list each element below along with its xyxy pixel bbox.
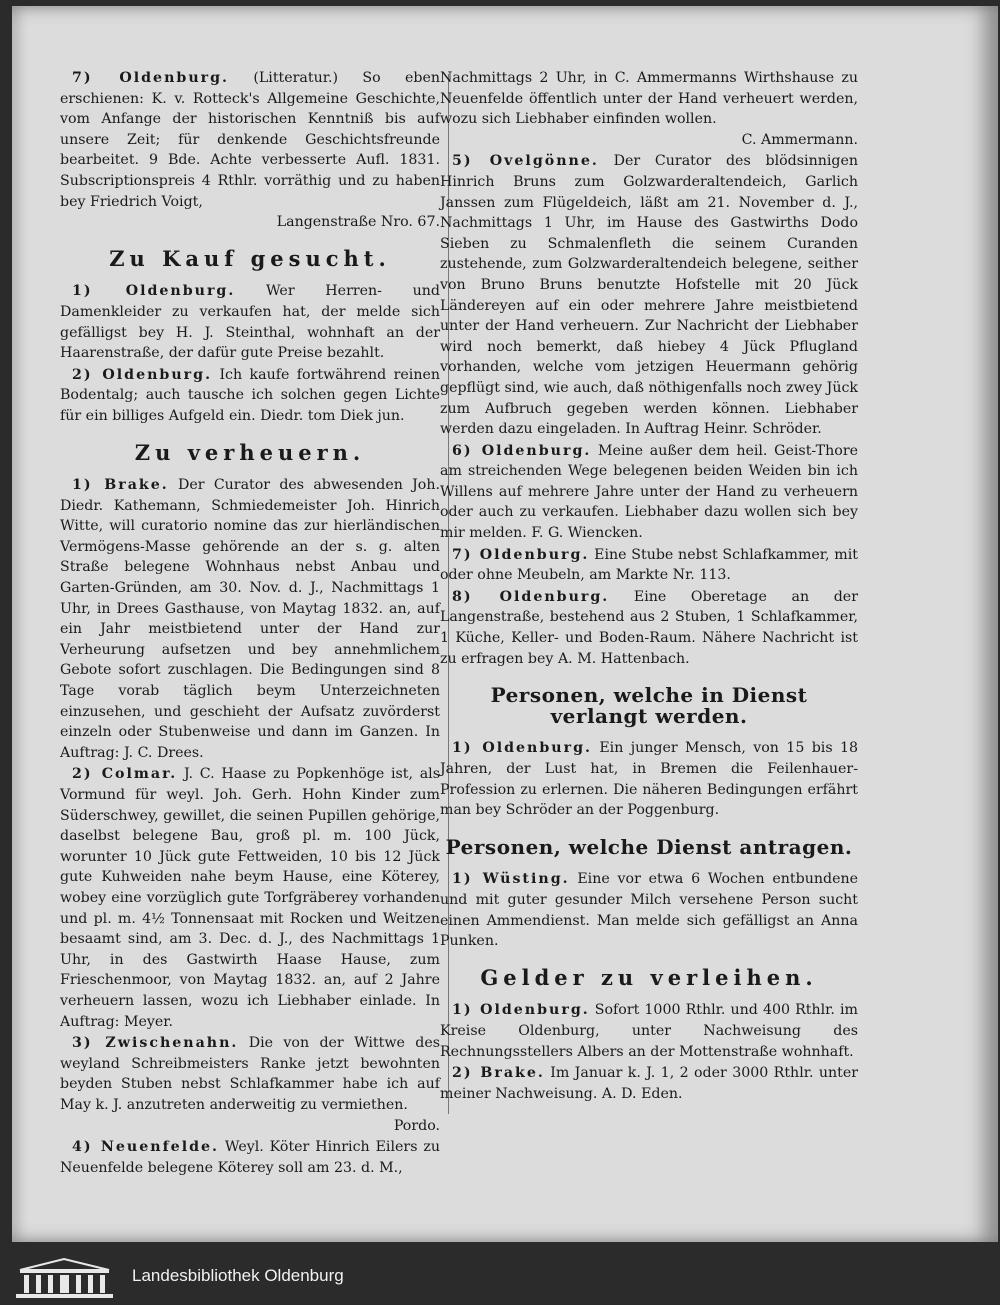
notice-signature: Schröder an der Poggenburg. xyxy=(505,802,720,819)
notice-text: Im Januar k. J. 1, 2 oder 3000 Rthlr. unter meiner Nachweisung. xyxy=(440,1065,858,1102)
notice-geld-1 xyxy=(440,1000,858,1062)
notice-text: Eine vor etwa 6 Wochen entbundene und mit guter gesunder Milch versehene Person sucht einen Ammendienst. Man melde sich gefälligst an xyxy=(440,871,858,929)
section-heading-verheuern: Zu verheuern. xyxy=(134,439,366,465)
notice-signature: Anna Punken. xyxy=(440,912,859,950)
notice-literature xyxy=(60,68,440,233)
notice-heuer-5 xyxy=(440,151,858,439)
notice-signature: Diedr. tom Diek jun. xyxy=(260,407,405,424)
notice-signature: Meyer. xyxy=(123,1013,174,1030)
notice-text: Eine Oberetage an der Langenstraße, bestehend aus 2 Stuben, 1 Schlafkammer, 1 Küche, Keller- und Boden-Raum. Nähere Nachricht ist zu erfragen bey xyxy=(440,588,858,667)
section-heading-gelder: Gelder zu verleihen. xyxy=(480,964,818,990)
notice-geld-2 xyxy=(440,1063,858,1104)
notice-place: 1) Brake. xyxy=(72,477,169,494)
notice-signature: J. C. Drees. xyxy=(123,744,204,761)
section-heading-dienst-verlangt: Personen, welche in Dienst verlangt werden. xyxy=(490,683,808,728)
notice-place: 1) Oldenburg. xyxy=(452,1002,590,1019)
notice-antrag-1 xyxy=(440,869,858,951)
notice-signature: Heinr. Schröder. xyxy=(703,421,822,438)
section-heading-kauf: Zu Kauf gesucht. xyxy=(109,245,391,271)
notice-place: 8) Oldenburg. xyxy=(452,588,610,605)
notice-signature: Langenstraße Nro. 67. xyxy=(276,214,440,231)
notice-text: Ein junger Mensch, von 15 bis 18 Jahren, der Lust hat, in Bremen die Feilenhauer-Profession zu erlernen. Die näheren Bedingungen erfährt man bey xyxy=(440,740,858,819)
notice-heuer-8 xyxy=(440,587,858,669)
notice-heuer-1 xyxy=(60,475,440,763)
notice-place: 1) Oldenburg. xyxy=(452,740,592,757)
notice-place: 1) Wüsting. xyxy=(452,871,570,888)
notice-signature: C. Ammermann. xyxy=(741,131,858,148)
notice-heuer-7 xyxy=(440,545,858,586)
notice-signature: A. D. Eden. xyxy=(601,1085,683,1102)
notice-place: 3) Zwischenahn. xyxy=(72,1035,239,1052)
notice-text: (Litteratur.) So eben erschienen: K. v. Rotteck's Allgemeine Geschichte, vom Anfange der historischen Kenntniß bis auf unsere Zeit; für denkende Geschichtsfreunde bearbeitet. 9 Bde. Achte verbesserte Aufl. 1831. Subscriptionspreis 4 Rthlr. vorräthig und zu haben bey Friedrich Voigt, xyxy=(60,70,440,210)
notice-text: Der Curator des abwesenden Joh. Diedr. Kathemann, Schmiedemeister Joh. Hinrich Witte, will curatorio nomine das zur hierländischen Vermögens-Masse gehörende an der s. g. alten Straße belegene Wohnhaus nebst Anbau und Garten-Gründen, am 30. Nov. d. J., Nachmittags 1 Uhr, in Drees Gasthause, von Maytag 1832. an, auf ein Jahr meistbietend unter der Hand zur Verheurung aufsetzen und bey annehmlichem Gebote sofort zuschlagen. Die Bedingungen sind 8 Tage vorab täglich beym Unterzeichneten einzusehen, und geschieht der Aufsatz zuvörderst einzeln oder Stubenweise und dann im Ganzen. In Auftrag: xyxy=(60,477,440,761)
notice-place: 6) Oldenburg. xyxy=(452,442,592,459)
notice-place: 2) Brake. xyxy=(452,1065,545,1082)
notice-text: Wer Herren- und Damenkleider zu verkaufen hat, der melde sich gefälligst bey H. J. Steinthal, wohnhaft an der Haarenstraße, der dafür gute Preise bezahlt. xyxy=(60,283,441,362)
notice-kauf-2 xyxy=(60,365,440,427)
notice-heuer-2 xyxy=(60,764,440,1032)
notice-heuer-3 xyxy=(60,1033,440,1136)
notice-text: Weyl. Köter Hinrich Eilers zu Neuenfelde belegene Köterey soll am 23. d. M., xyxy=(60,1139,440,1176)
notice-signature: A. M. Hattenbach. xyxy=(557,650,690,667)
notice-text: Sofort 1000 Rthlr. und 400 Rthlr. im Kreise Oldenburg, unter Nachweisung des Rechnungsstellers Albers an der Mottenstraße wohnhaft. xyxy=(440,1002,858,1060)
notice-place: 7) Oldenburg. xyxy=(452,546,590,563)
notice-heuer-6 xyxy=(440,441,858,544)
notice-heuer-4-continued xyxy=(440,68,858,150)
notice-text: Eine Stube nebst Schlafkammer, mit oder ohne Meubeln, am Markte Nr. 113. xyxy=(440,546,858,584)
section-heading-dienst-antragen: Personen, welche Dienst antragen. xyxy=(445,834,853,859)
notice-kauf-1 xyxy=(60,281,440,363)
notice-text: Die von der Wittwe des weyland Schreibmeisters Ranke jetzt bewohnten beyden Stuben nebst Schlafkammer habe ich auf May k. J. anzutreten anderweitig zu vermiethen. xyxy=(60,1035,440,1113)
left-column xyxy=(60,68,440,1179)
notice-place: 7) Oldenburg. xyxy=(72,70,229,86)
notice-signature: Pordo. xyxy=(393,1117,440,1134)
viewer-footer xyxy=(0,1250,1000,1305)
notice-dienst-1 xyxy=(440,738,858,820)
right-column xyxy=(440,68,858,1105)
notice-signature: F. G. Wiencken. xyxy=(531,525,643,542)
notice-text: Meine außer dem heil. Geist-Thore am streichenden Wege belegenen beiden Weiden bin ich Willens auf mehrere Jahre unter der Hand zu verheuern oder auch zu verkaufen. Liebhaber dazu wollen sich bey mir melden. xyxy=(440,442,859,542)
library-name[interactable]: Landesbibliothek Oldenburg xyxy=(132,1266,344,1285)
notice-heuer-4 xyxy=(60,1137,440,1178)
notice-place: 4) Neuenfelde. xyxy=(72,1139,219,1156)
notice-text: Der Curator des blödsinnigen Hinrich Bruns zum Golzwarderaltendeich, Garlich Janssen zum Flügeldeich, läßt am 21. November d. J., Nachmittags 1 Uhr, im Hause des Gastwirths Dodo Sieben zu Schmalenfleth die seinem Curanden zustehende, zum Golzwarderaltendeich belegene, seither von Bruno Bruns benutzte Hofstelle mit 20 Jück Ländereyen auf ein oder mehrere Jahre meistbietend unter der Hand verheuern. Zur Nachricht der Liebhaber wird noch bemerkt, daß hiebey 4 Jück Pflugland vorhanden, welche vom jetzigen Heuermann gehörig gepflügt sind, wie auch, daß nöthigenfalls noch zwey Jück zum Aufbruch gegeben werden können. Liebhaber werden dazu eingeladen. In Auftrag xyxy=(440,153,858,438)
notice-place: 2) Colmar. xyxy=(72,766,178,783)
notice-text: J. C. Haase zu Popkenhöge ist, als Vormund für weyl. Joh. Gerh. Hohn Kinder zum Süderschwey, gewillet, die seinen Pupillen gehörige, daselbst belegene Bau, groß pl. m. 100 Jück, worunter 10 Jück gute Fettweiden, 10 bis 12 Jück gute Kuhweiden nahe beym Hause, eine Köterey, wobey eine vorzüglich gute Torfgräberey vorhanden und pl. m. 4½ Tonnensaat mit Rocken und Weitzen besaamt sind, am 3. Dec. d. J., des Nachmittags 1 Uhr, in des Gastwirth Haase Hause, zum Frieschenmoor, von Maytag 1832. an, auf 2 Jahre verheuern lassen, wozu ich Liebhaber einlade. In Auftrag: xyxy=(60,766,441,1030)
notice-place: 2) Oldenburg. xyxy=(72,366,213,383)
notice-text: Nachmittags 2 Uhr, in C. Ammermanns Wirthshause zu Neuenfelde öffentlich unter der Hand verheuert werden, wozu sich Liebhaber einfinden wollen. xyxy=(440,70,858,128)
scanned-page xyxy=(12,6,998,1242)
library-building-icon xyxy=(12,1256,117,1300)
notice-place: 1) Oldenburg. xyxy=(72,283,236,300)
notice-place: 5) Ovelgönne. xyxy=(452,153,599,170)
notice-text: Ich kaufe fortwährend reinen Bodentalg; auch tausche ich solchen gegen Lichte für ein billiges Aufgeld ein. xyxy=(60,366,441,424)
